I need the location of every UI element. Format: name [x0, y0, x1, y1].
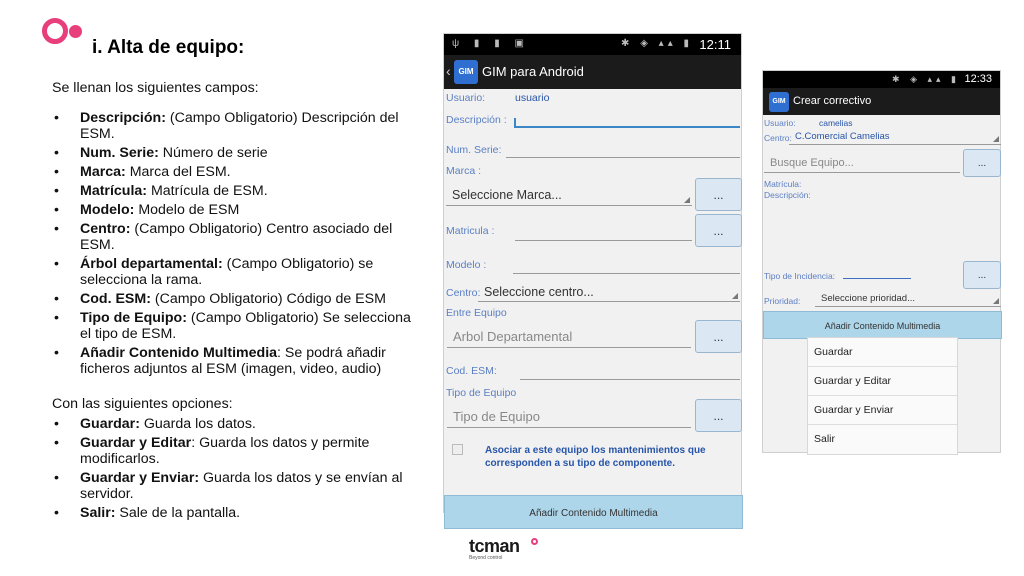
app-icon: GIM: [769, 92, 789, 112]
bullet: •: [54, 310, 59, 326]
status-bar: [763, 71, 1000, 88]
options-item-term: Guardar:: [80, 416, 140, 432]
marca-select[interactable]: [446, 184, 692, 206]
status-time: 12:11: [699, 37, 731, 52]
tipo-equipo-placeholder: Tipo de Equipo: [453, 409, 540, 424]
prioridad-placeholder: Seleccione prioridad...: [821, 293, 915, 304]
modelo-label: Modelo :: [446, 259, 487, 271]
app-bar: [763, 88, 1000, 115]
fields-item: [52, 256, 422, 288]
menu-item-guardar[interactable]: Guardar: [808, 338, 957, 367]
centro-label: Centro:: [764, 133, 792, 143]
status-time: 12:33: [964, 73, 992, 85]
centro-value: C.Comercial Camelias: [795, 131, 890, 142]
fields-item-text: Matrícula de ESM.: [147, 183, 268, 199]
busque-more-button[interactable]: ...: [963, 149, 1001, 177]
options-item-text: Guarda los datos y se envían al servidor.: [80, 470, 403, 502]
matricula-more-button[interactable]: ...: [695, 214, 742, 247]
descripcion-label: Descripción :: [446, 114, 507, 126]
asociar-checkbox[interactable]: [452, 444, 463, 455]
back-chevron-icon[interactable]: ‹: [446, 63, 451, 79]
fields-item-term: Añadir Contenido Multimedia: [80, 345, 278, 361]
phone-screenshot-alta-equipo: [443, 33, 742, 519]
prioridad-label: Prioridad:: [764, 296, 801, 306]
fields-item-term: Centro:: [80, 221, 131, 237]
phone-screenshot-crear-correctivo: [762, 70, 1001, 453]
add-multimedia-button[interactable]: Añadir Contenido Multimedia: [763, 311, 1002, 339]
fields-item-term: Cod. ESM:: [80, 291, 151, 307]
options-item: [52, 416, 422, 432]
usuario-label: Usuario:: [764, 118, 796, 128]
marca-label: Marca :: [446, 165, 482, 177]
options-intro: Con las siguientes opciones:: [52, 396, 233, 412]
tipo-equipo-label: Tipo de Equipo: [446, 387, 517, 399]
signal-icons: ✱ ◈ ▴▴ ▮: [892, 74, 960, 84]
options-item-term: Guardar y Editar: [80, 435, 192, 451]
usuario-label: Usuario:: [446, 92, 486, 104]
bullet: •: [54, 435, 59, 451]
fields-item-text: Marca del ESM.: [125, 164, 231, 180]
bullet: •: [54, 291, 59, 307]
options-item-text: Guarda los datos.: [139, 416, 256, 432]
app-title: GIM para Android: [482, 64, 584, 79]
modelo-input[interactable]: [513, 264, 740, 274]
tipo-incidencia-input[interactable]: [843, 278, 911, 279]
num-serie-input[interactable]: [506, 148, 740, 158]
cod-esm-label: Cod. ESM:: [446, 365, 497, 377]
fields-list: [52, 110, 422, 377]
bullet: •: [54, 110, 59, 126]
descripcion-input[interactable]: [514, 118, 740, 128]
fields-item-term: Descripción:: [80, 110, 166, 126]
fields-item-text: (Campo Obligatorio) Se selecciona el tipo de ESM.: [80, 310, 411, 342]
fields-item: [52, 145, 422, 161]
cod-esm-input[interactable]: [520, 370, 740, 380]
tipo-incidencia-label: Tipo de Incidencia:: [764, 271, 836, 281]
bullet: •: [54, 416, 59, 432]
fields-item-text: : Se podrá añadir ficheros adjuntos al ESM (imagen, video, audio): [80, 345, 386, 377]
fields-item: [52, 291, 422, 307]
bullet: •: [54, 145, 59, 161]
bullet: •: [54, 202, 59, 218]
matricula-input[interactable]: [515, 231, 692, 241]
options-item-text: Sale de la pantalla.: [115, 505, 241, 521]
arbol-departamental-input[interactable]: [447, 326, 691, 348]
brand-name: tcman: [469, 536, 520, 556]
fields-item-text: (Campo Obligatorio) se selecciona la rama.: [80, 256, 374, 288]
matricula-label: Matrícula:: [764, 179, 802, 189]
add-multimedia-button[interactable]: Añadir Contenido Multimedia: [444, 495, 743, 529]
bullet: •: [54, 164, 59, 180]
entre-equipo-label: Entre Equipo: [446, 307, 507, 319]
busque-equipo-placeholder: Busque Equipo...: [770, 157, 854, 169]
fields-item: [52, 164, 422, 180]
fields-item: [52, 310, 422, 342]
app-icon: GIM: [454, 60, 478, 84]
fields-item: [52, 345, 422, 377]
options-item-term: Guardar y Enviar:: [80, 470, 200, 486]
options-list: [52, 416, 422, 521]
bullet: •: [54, 345, 59, 361]
brand-tagline: Beyond control: [469, 555, 503, 561]
centro-label: Centro:: [446, 287, 481, 299]
fields-item-text: (Campo Obligatorio) Código de ESM: [150, 291, 386, 307]
fields-intro: Se llenan los siguientes campos:: [52, 80, 259, 96]
marca-more-button[interactable]: ...: [695, 178, 742, 211]
bullet: •: [54, 183, 59, 199]
prioridad-select[interactable]: [815, 293, 1001, 307]
marca-placeholder: Seleccione Marca...: [452, 188, 562, 202]
signal-icons: ✱ ◈ ▴▴ ▮: [621, 38, 693, 49]
options-menu: [807, 337, 958, 455]
tcman-brand: [469, 536, 520, 561]
fields-item: [52, 221, 422, 253]
app-title: Crear correctivo: [793, 95, 872, 107]
slide-title: i. Alta de equipo:: [92, 37, 245, 58]
fields-item-term: Marca:: [80, 164, 126, 180]
menu-item-guardar-enviar[interactable]: Guardar y Enviar: [808, 396, 957, 425]
fields-item-term: Matrícula:: [80, 183, 148, 199]
fields-item-term: Num. Serie:: [80, 145, 159, 161]
fields-item: [52, 110, 422, 142]
tipo-equipo-input[interactable]: [447, 406, 691, 428]
usuario-value: camelias: [819, 118, 853, 128]
options-item-term: Salir:: [80, 505, 116, 521]
fields-item-text: Modelo de ESM: [134, 202, 240, 218]
status-bar: [444, 34, 741, 55]
app-bar: [444, 55, 741, 89]
asociar-checkbox-label: Asociar a este equipo los mantenimientos que corresponden a su tipo de componente.: [485, 445, 706, 469]
bullet: •: [54, 256, 59, 272]
bullet: •: [54, 221, 59, 237]
bullet: •: [54, 470, 59, 486]
options-item: [52, 470, 422, 502]
fields-item-term: Tipo de Equipo:: [80, 310, 187, 326]
fields-item: [52, 202, 422, 218]
bullet: •: [54, 505, 59, 521]
num-serie-label: Num. Serie:: [446, 144, 502, 156]
fields-item-text: Número de serie: [158, 145, 268, 161]
descripcion-label: Descripción:: [764, 190, 811, 200]
usuario-value: usuario: [515, 92, 550, 104]
fields-item-text: (Campo Obligatorio) Centro asociado del ESM.: [80, 221, 393, 253]
arbol-more-button[interactable]: ...: [695, 320, 742, 353]
matricula-label: Matricula :: [446, 225, 495, 237]
fields-item-text: (Campo Obligatorio) Descripción del ESM.: [80, 110, 399, 142]
options-item: [52, 435, 422, 467]
menu-item-guardar-editar[interactable]: Guardar y Editar: [808, 367, 957, 396]
notification-icons: ψ ▮ ▮ ▣: [452, 38, 530, 49]
text-column: [52, 80, 422, 540]
brand-dot-icon: [531, 538, 538, 545]
fields-item-term: Modelo:: [80, 202, 135, 218]
centro-select[interactable]: [789, 131, 1001, 145]
menu-item-salir[interactable]: Salir: [814, 433, 836, 445]
centro-placeholder: Seleccione centro...: [484, 285, 594, 299]
busque-equipo-input[interactable]: [764, 153, 960, 173]
tipo-incidencia-more-button[interactable]: ...: [963, 261, 1001, 289]
arbol-placeholder: Arbol Departamental: [453, 329, 573, 344]
options-item-text: : Guarda los datos y permite modificarlos.: [80, 435, 370, 467]
options-item: [52, 505, 422, 521]
fields-item-term: Árbol departamental:: [80, 256, 223, 272]
brand-logo-icon: [42, 18, 84, 44]
centro-select[interactable]: [478, 282, 740, 302]
fields-item: [52, 183, 422, 199]
tipo-equipo-more-button[interactable]: ...: [695, 399, 742, 432]
